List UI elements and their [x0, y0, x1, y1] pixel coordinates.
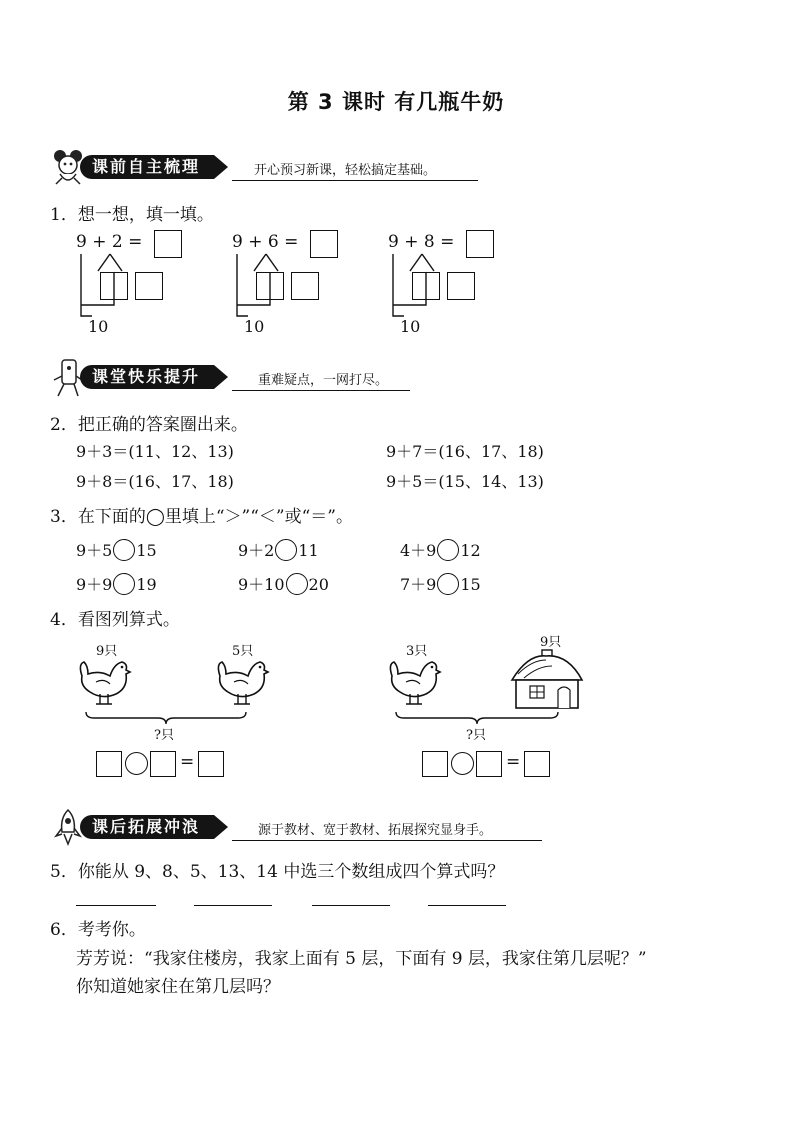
- section-label: 课后拓展冲浪: [80, 815, 214, 839]
- choice-item[interactable]: 9＋7＝(16、17、18): [386, 442, 544, 461]
- hen-icon: [212, 654, 272, 710]
- question-4-prompt: 4．看图列算式。: [50, 610, 180, 630]
- banner-underline: [232, 840, 542, 841]
- hen-icon: [384, 654, 444, 710]
- question-6-text-line1: 芳芳说：“我家住楼房，我家上面有 5 层，下面有 9 层，我家住第几层呢？”: [76, 949, 647, 969]
- split-lines: [226, 250, 326, 320]
- banner-arrow: [214, 155, 228, 179]
- compare-left: 7＋9: [400, 575, 437, 594]
- count-label: 9只: [540, 635, 562, 650]
- compare-item: [400, 538, 481, 561]
- compare-circle[interactable]: [113, 573, 135, 595]
- compare-left: 9＋5: [76, 541, 113, 560]
- page-title: 第 3 课时 有几瓶牛奶: [287, 90, 505, 114]
- compare-circle[interactable]: [113, 539, 135, 561]
- equation-box[interactable]: [150, 751, 176, 777]
- section-banner-extend: [48, 812, 542, 844]
- total-label: ?只: [154, 728, 174, 743]
- equation-box[interactable]: [96, 751, 122, 777]
- section-slogan: 开心预习新课，轻松搞定基础。: [254, 163, 437, 178]
- count-label: 3只: [406, 644, 428, 659]
- question-1-prompt: 1．想一想，填一填。: [50, 205, 214, 225]
- compare-item: [76, 572, 157, 595]
- compare-left: 9＋10: [238, 575, 285, 594]
- compare-right: 20: [308, 575, 329, 594]
- compare-right: 12: [460, 541, 481, 560]
- equation-text: 9 + 6 =: [232, 232, 299, 252]
- count-label: 5只: [232, 644, 254, 659]
- choice-item[interactable]: 9＋5＝(15、14、13): [386, 472, 544, 491]
- compare-item: [238, 538, 319, 561]
- compare-right: 15: [460, 575, 481, 594]
- answer-blank[interactable]: [312, 905, 390, 906]
- section-slogan: 源于教材、宽于教材、拓展探究显身手。: [258, 823, 493, 838]
- compare-right: 19: [136, 575, 157, 594]
- section-banner-practice: [48, 362, 410, 394]
- question-3-prompt: 3．在下面的◯里填上“＞”“＜”或“＝”。: [50, 507, 353, 527]
- question-2-prompt: 2．把正确的答案圈出来。: [50, 415, 248, 435]
- equation-text: 9 + 8 =: [388, 232, 455, 252]
- split-lines: [70, 250, 170, 320]
- answer-blank[interactable]: [428, 905, 506, 906]
- compare-item: [400, 572, 481, 595]
- equation-box[interactable]: [198, 751, 224, 777]
- banner-arrow: [214, 365, 228, 389]
- choice-item[interactable]: 9＋3＝(11、12、13): [76, 442, 234, 461]
- compare-circle[interactable]: [437, 539, 459, 561]
- compare-right: 15: [136, 541, 157, 560]
- section-label: 课堂快乐提升: [80, 365, 214, 389]
- banner-arrow: [214, 815, 228, 839]
- ten-label: 10: [244, 317, 265, 336]
- ten-label: 10: [400, 317, 421, 336]
- choice-item[interactable]: 9＋8＝(16、17、18): [76, 472, 234, 491]
- section-label: 课前自主梳理: [80, 155, 214, 179]
- compare-item: [238, 572, 329, 595]
- question-6-prompt: 6．考考你。: [50, 920, 146, 940]
- compare-circle[interactable]: [437, 573, 459, 595]
- question-5-prompt: 5．你能从 9、8、5、13、14 中选三个数组成四个算式吗？: [50, 862, 505, 882]
- equation-box[interactable]: [476, 751, 502, 777]
- count-label: 9只: [96, 644, 118, 659]
- compare-circle[interactable]: [275, 539, 297, 561]
- operator-circle[interactable]: [451, 752, 474, 775]
- answer-blank[interactable]: [194, 905, 272, 906]
- hen-house-icon: [508, 646, 586, 712]
- banner-underline: [232, 390, 410, 391]
- equals-sign: =: [506, 752, 521, 772]
- compare-left: 9＋9: [76, 575, 113, 594]
- equation-text: 9 + 2 =: [76, 232, 143, 252]
- compare-right: 11: [298, 541, 319, 560]
- equation-box[interactable]: [422, 751, 448, 777]
- question-6-text-line2: 你知道她家住在第几层吗？: [76, 977, 280, 997]
- compare-left: 9＋2: [238, 541, 275, 560]
- operator-circle[interactable]: [125, 752, 148, 775]
- compare-left: 4＋9: [400, 541, 437, 560]
- ten-label: 10: [88, 317, 109, 336]
- section-slogan: 重难疑点，一网打尽。: [258, 373, 389, 388]
- equation-box[interactable]: [524, 751, 550, 777]
- compare-item: [76, 538, 157, 561]
- banner-underline: [232, 180, 478, 181]
- section-banner-preview: [48, 152, 478, 184]
- equals-sign: =: [180, 752, 195, 772]
- compare-circle[interactable]: [286, 573, 308, 595]
- answer-blank[interactable]: [76, 905, 156, 906]
- split-lines: [382, 250, 482, 320]
- hen-icon: [74, 654, 134, 710]
- total-label: ?只: [466, 728, 486, 743]
